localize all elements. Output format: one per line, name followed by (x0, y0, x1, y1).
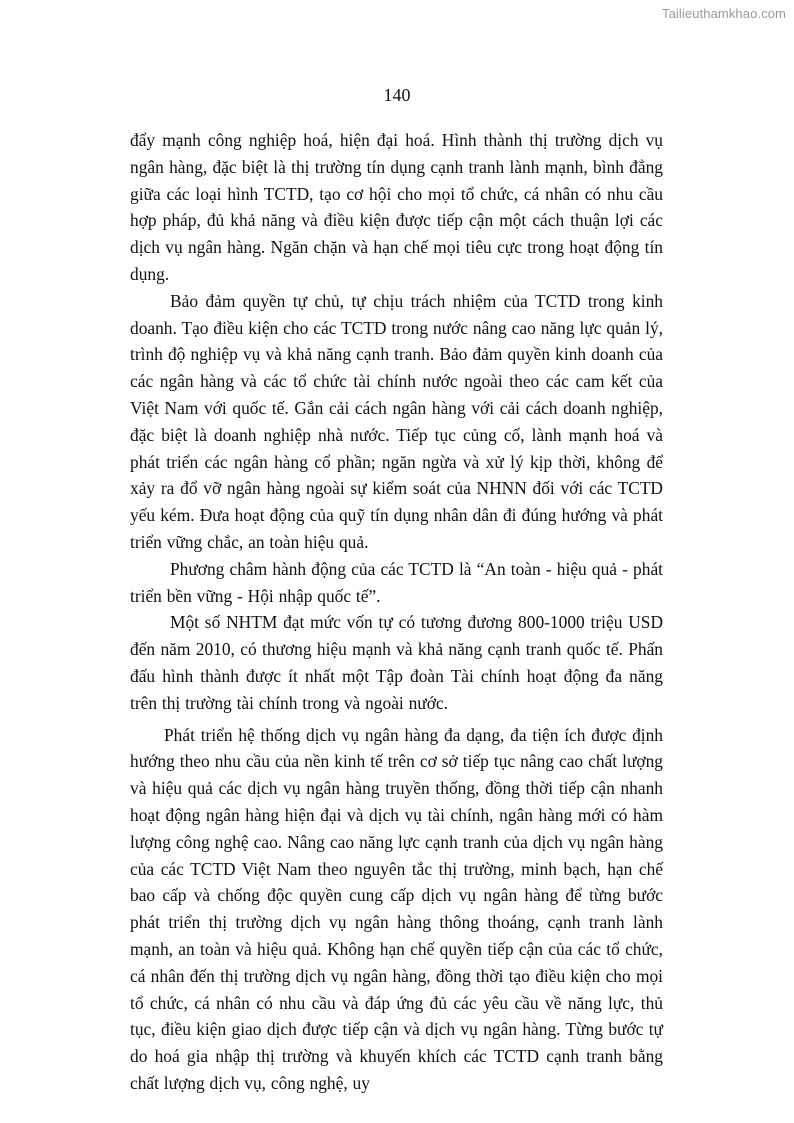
watermark-text: Tailieuthamkhao.com (661, 6, 786, 21)
page-number: 140 (383, 85, 411, 105)
paragraph-capital-target: Một số NHTM đạt mức vốn tự có tương đương 800-1000 triệu USD đến năm 2010, có thương hiệu mạnh và khả năng cạnh tranh quốc tế. Phấn đấu hình thành được ít nhất một Tập đoàn Tài chính hoạt động đa năng trên thị trường tài chính trong và ngoài nước. (130, 612, 663, 713)
paragraph-continuation: đẩy mạnh công nghiệp hoá, hiện đại hoá. Hình thành thị trường dịch vụ ngân hàng, đặc biệt là thị trường tín dụng cạnh tranh lành mạnh, bình đẳng giữa các loại hình TCTD, tạo cơ hội cho mọi tổ chức, cá nhân có nhu cầu hợp pháp, đủ khả năng và điều kiện được tiếp cận một cách thuận lợi các dịch vụ ngân hàng. Ngăn chặn và hạn chế mọi tiêu cực trong hoạt động tín dụng. (130, 130, 663, 284)
document-body (130, 127, 663, 1097)
paragraph-motto: Phương châm hành động của các TCTD là “An toàn - hiệu quả - phát triển bền vững - Hội nhập quốc tế”. (130, 558, 663, 606)
paragraph-service-development: Phát triển hệ thống dịch vụ ngân hàng đa dạng, đa tiện ích được định hướng theo nhu cầu của nền kinh tế trên cơ sở tiếp tục nâng cao chất lượng và hiệu quả các dịch vụ ngân hàng truyền thống, đồng thời tiếp cận nhanh hoạt động ngân hàng hiện đại và dịch vụ tài chính, ngân hàng mới có hàm lượng công nghệ cao. Nâng cao năng lực cạnh tranh của dịch vụ ngân hàng của các TCTD Việt Nam theo nguyên tắc thị trường, minh bạch, hạn chế bao cấp và chống độc quyền cung cấp dịch vụ ngân hàng để từng bước phát triển thị trường dịch vụ ngân hàng thông thoáng, cạnh tranh lành mạnh, an toàn và hiệu quả. Không hạn chế quyền tiếp cận của các tổ chức, cá nhân đến thị trường dịch vụ ngân hàng, đồng thời tạo điều kiện cho mọi tổ chức, cá nhân có nhu cầu và đáp ứng đủ các yêu cầu về năng lực, thủ tục, điều kiện giao dịch được tiếp cận và dịch vụ ngân hàng. Từng bước tự do hoá gia nhập thị trường và khuyến khích các TCTD cạnh tranh bằng chất lượng dịch vụ, công nghệ, uy (130, 724, 663, 1093)
paragraph-autonomy: Bảo đảm quyền tự chủ, tự chịu trách nhiệm của TCTD trong kinh doanh. Tạo điều kiện cho các TCTD trong nước nâng cao năng lực quản lý, trình độ nghiệp vụ và khả năng cạnh tranh. Bảo đảm quyền kinh doanh của các ngân hàng và các tổ chức tài chính nước ngoài theo các cam kết của Việt Nam với quốc tế. Gắn cải cách ngân hàng với cải cách doanh nghiệp, đặc biệt là doanh nghiệp nhà nước. Tiếp tục củng cố, lành mạnh hoá và phát triển các ngân hàng cổ phần; ngăn ngừa và xử lý kịp thời, không để xảy ra đổ vỡ ngân hàng ngoài sự kiểm soát của NHNN đối với các TCTD yếu kém. Đưa hoạt động của quỹ tín dụng nhân dân đi đúng hướng và phát triển vững chắc, an toàn hiệu quả. (130, 290, 663, 552)
